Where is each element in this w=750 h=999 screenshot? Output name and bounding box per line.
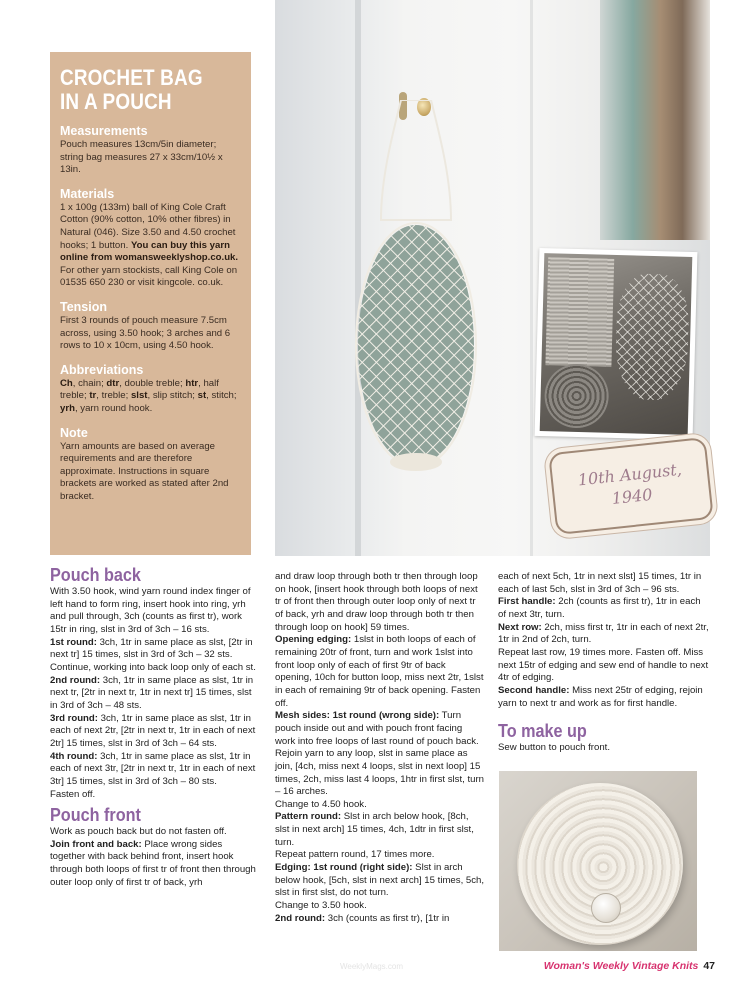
change-hook-text: Change to 4.50 hook. (275, 798, 367, 810)
abbr-value: , chain; (72, 377, 107, 389)
pouch-front-heading: Pouch front (50, 805, 141, 826)
round-label: Next row: (498, 621, 542, 633)
round-text: Slst in arch below hook, [5ch, slst in next arch] 15 times, 5ch, slst in first slst, do not turn. (275, 862, 485, 899)
title-line-1: CROCHET BAG (60, 65, 203, 90)
archive-photo-image (540, 253, 693, 435)
info-panel (50, 52, 251, 555)
edging-round-2 (275, 913, 485, 926)
tension-text: First 3 rounds of pouch measure 7.5cm across, using 3.50 hook; 3 arches and 6 rows to 10 x 10cm, using 4.50 hook. (60, 314, 231, 352)
archive-magazine-photo (535, 248, 698, 440)
measurements-section (60, 124, 241, 177)
abbr-key: slst (130, 390, 148, 402)
round-label: First handle: (498, 596, 556, 608)
column-3 (498, 571, 710, 755)
materials-heading: Materials (60, 186, 115, 201)
materials-body (60, 202, 241, 290)
round-text: 3ch, 1tr in same place as slst, 1tr in each of next 2tr, [2tr in next tr, 1tr in each of next 2tr] 15 times, slst in 3rd of 3ch – 64 sts. (50, 712, 256, 749)
pattern-title (60, 66, 258, 114)
page-number: 47 (703, 960, 715, 972)
pouch-photo (499, 771, 697, 951)
date-label (548, 437, 714, 535)
round-label: Pattern round: (275, 811, 342, 823)
round-label: Second handle: (498, 684, 570, 696)
note-section (60, 426, 241, 504)
materials-section (60, 187, 241, 290)
bag-mesh (356, 223, 476, 467)
abbreviations-text (60, 378, 241, 416)
pouch-button (591, 893, 621, 923)
repeat-text: Repeat pattern round, 17 times more. (275, 849, 435, 861)
magazine-name: Woman's Weekly Vintage Knits (543, 960, 699, 972)
measurements-heading: Measurements (60, 124, 148, 138)
pouch-front-intro: Work as pouch back but do not fasten off. (50, 826, 227, 838)
round-text: 2ch, miss first tr, 1tr in each of next 2tr, 1tr in 2nd of 2ch, turn. (498, 621, 709, 646)
round-text: 2ch (counts as first tr), 1tr in each of next 3tr, turn. (498, 596, 701, 620)
note-heading: Note (60, 425, 88, 440)
archive-pouch (544, 363, 610, 429)
bag-handle (381, 100, 451, 220)
repeat-text: Repeat last row, 19 times more. Fasten off. Miss next 15tr of edging and sew end of handle to next 4tr of edging. (498, 646, 709, 684)
archive-string-bag (615, 273, 690, 401)
round-label: 2nd round: (275, 912, 326, 924)
join-front-back (50, 839, 258, 890)
edging-round-1 (275, 862, 485, 900)
tension-heading: Tension (60, 299, 107, 314)
bag-base (390, 453, 442, 471)
note-text: Yarn amounts are based on average requirements and are therefore approximate. Instructions in square brackets are worked as stated after 2nd bracket. (60, 440, 229, 502)
round-1 (50, 637, 258, 675)
string-bag-illustration (341, 100, 491, 500)
pattern-round (275, 811, 485, 849)
round-label: Join front and back: (50, 838, 142, 850)
round-text: Miss next 25tr of edging, rejoin yarn to next tr and work as for first handle. (498, 684, 703, 709)
abbr-key: st (197, 390, 207, 402)
archive-text-block (545, 257, 614, 367)
mesh-sides (275, 710, 485, 799)
page-footer (540, 960, 715, 972)
round-text: Place wrong sides together with back behind front, insert hook through both loops of first tr of front then through outer loop only of first tr of back, yrh (50, 838, 256, 888)
round-label: Edging: 1st round (right side): (275, 862, 413, 874)
round-label: 2nd round: (50, 674, 101, 686)
column-1 (50, 564, 258, 889)
round-label: 3rd round: (50, 712, 98, 724)
edging-continued: each of next 5ch, 1tr in next slst] 15 times, 1tr in each of last 5ch, slst in 3rd of 3ch – 96 sts. (498, 571, 702, 595)
make-up-heading: To make up (498, 721, 587, 742)
round-4 (50, 751, 258, 789)
make-up-text: Sew button to pouch front. (498, 742, 611, 754)
round-text: 3ch, 1tr in same place as slst, 1tr in next tr, [2tr in next tr, 1tr in next tr] 15 times, slst in 3rd of 3ch – 48 sts. (50, 674, 254, 711)
round-label: Mesh sides: 1st round (wrong side): (275, 710, 440, 722)
pouch-back-intro: With 3.50 hook, wind yarn round index finger of left hand to form ring, insert hook into ring, yrh and pull through, 3ch (counts as first tr), work 15tr in ring, slst in 3rd of 3ch – 16 sts. (50, 586, 251, 635)
materials-shop-link[interactable]: You can buy this yarn online from womansweeklyshop.co.uk. (60, 239, 239, 264)
hanging-clothes (600, 0, 710, 240)
abbreviations-section (60, 363, 241, 416)
round-label: 4th round: (50, 750, 98, 762)
round-2 (50, 675, 258, 713)
round-3 (50, 713, 258, 751)
round-text: Slst in arch below hook, [8ch, slst in next arch] 15 times, 4ch, 1dtr in first slst, turn. (275, 811, 474, 848)
abbreviations-heading: Abbreviations (60, 362, 144, 377)
abbr-key: Ch (60, 377, 73, 389)
date-line-1: 10th August, (576, 459, 683, 490)
abbr-value: , slip stitch; (147, 390, 198, 402)
round-text: 1slst in both loops of each of remaining 20tr of front, turn and work 1slst into front loop only of each of first 9tr of back opening, 10ch for button loop, miss next 2tr, 1slst in each of remaining 9tr of back opening. Fasten off. (275, 634, 484, 709)
abbr-key: yrh (60, 402, 75, 414)
watermark: WeeklyMags.com (340, 962, 403, 971)
abbr-value: , double treble; (119, 377, 186, 389)
column-2 (275, 571, 485, 925)
round-label: Opening edging: (275, 634, 352, 646)
abbr-key: dtr (106, 377, 120, 389)
second-handle (498, 685, 710, 710)
measurements-text: Pouch measures 13cm/5in diameter; string bag measures 27 x 33cm/10½ x 13in. (60, 139, 223, 176)
change-hook-text: Change to 3.50 hook. (275, 900, 367, 912)
round-text: 3ch, 1tr in same place as slst, 1tr in each of next 3tr, [2tr in next tr, 1tr in each of next 3tr] 15 times, slst in 3rd of 3ch – 80 sts. (50, 750, 256, 787)
door-edge (530, 0, 533, 556)
round-text: 3ch (counts as first tr), [1tr in (325, 912, 450, 924)
date-label-text (577, 459, 685, 514)
materials-stockists: For other yarn stockists, call King Cole on 01535 650 230 or visit kingcole. co.uk. (60, 264, 238, 289)
round-label: 1st round: (50, 636, 97, 648)
abbr-value: , half treble; (60, 377, 219, 402)
abbr-value: , yarn round hook. (74, 402, 153, 414)
pouch-back-heading: Pouch back (50, 565, 141, 585)
round-text: Turn pouch inside out and with pouch front facing work into free loops of last round of pouch back. Rejoin yarn to any loop, slst in same place as join, [4ch, miss next 4 loops, slst in next loop] 15 times, 2ch, miss last 4 loops, 1htr in first slst, turn – 16 arches. (275, 710, 484, 798)
fasten-off-text: Fasten off. (50, 788, 96, 800)
first-handle (498, 596, 710, 621)
abbr-key: htr (185, 377, 199, 389)
abbr-key: tr (89, 390, 97, 402)
opening-edging (275, 634, 485, 710)
round-text: 3ch, 1tr in same place as slst, [2tr in next tr] 15 times, slst in 3rd of 3ch – 32 sts. Continue, working into back loop only of each st. (50, 636, 256, 673)
next-row (498, 622, 710, 647)
date-line-2: 1940 (610, 484, 654, 509)
abbr-value: , treble; (96, 390, 131, 402)
abbr-value: , stitch; (206, 390, 237, 402)
materials-text: 1 x 100g (133m) ball of King Cole Craft Cotton (90% cotton, 10% other fibres) in Natural (046). Size 3.50 and 4.50 crochet hooks; 1 button. (60, 201, 236, 251)
tension-section (60, 300, 241, 353)
title-line-2: IN A POUCH (60, 89, 172, 114)
join-continued: and draw loop through both tr then through loop on hook, [insert hook through both loops of next tr of front then through outer loop only of next tr of back, yrh and draw loop through both tr then through loop on hook] 59 times. (275, 571, 478, 633)
